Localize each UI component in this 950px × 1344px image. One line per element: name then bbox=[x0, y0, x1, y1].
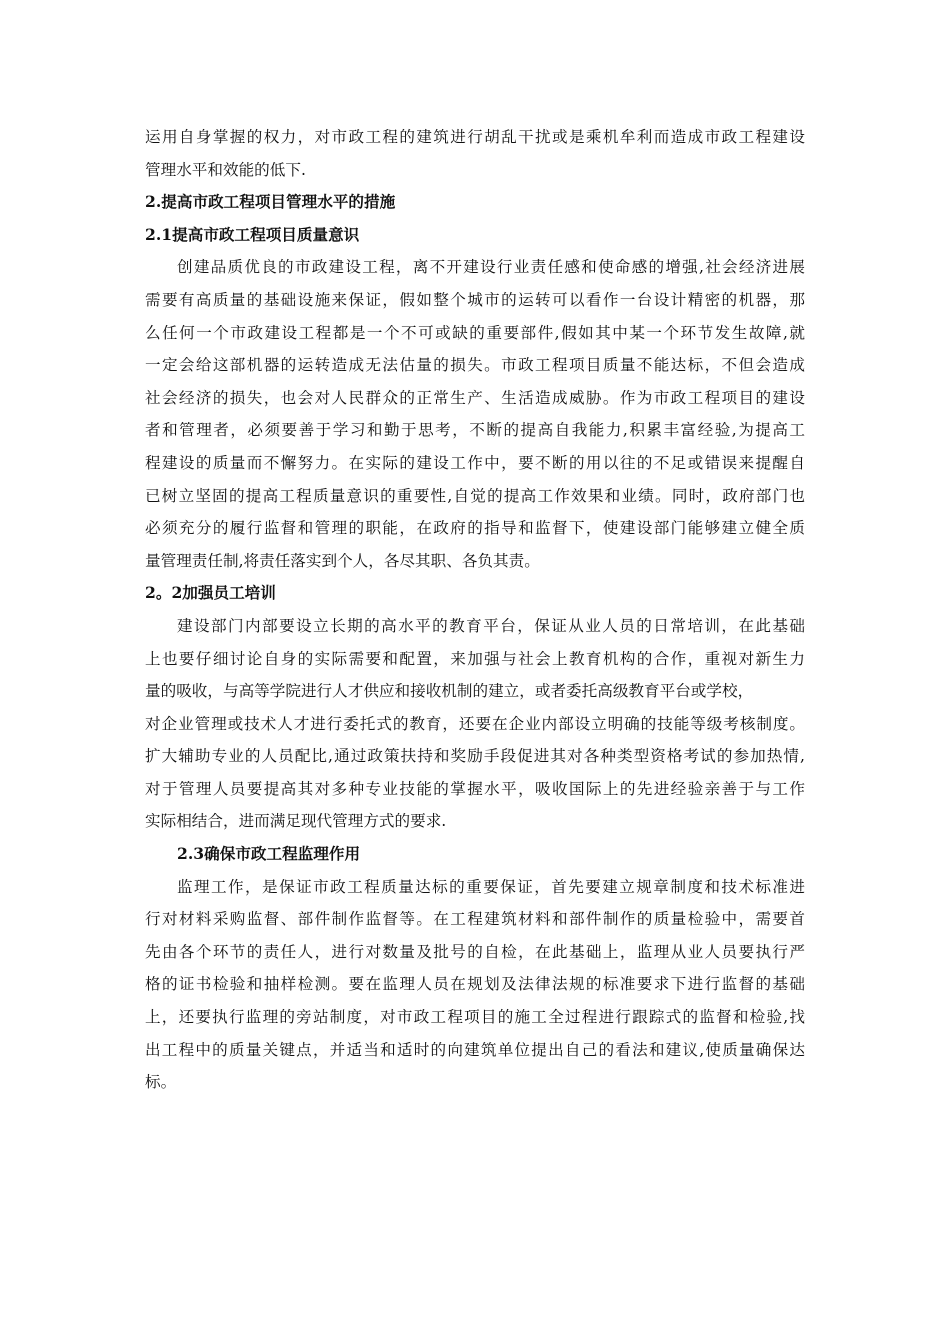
paragraph-line: 么任何一个市政建设工程都是一个不可或缺的重要部件,假如其中某一个环节发生故障,就 bbox=[145, 323, 805, 342]
paragraph-line: 创建品质优良的市政建设工程，离不开建设行业责任感和使命感的增强,社会经济进展 bbox=[177, 258, 805, 277]
paragraph-line: 管理水平和效能的低下. bbox=[145, 160, 306, 179]
section-2-1-paragraph bbox=[145, 251, 805, 577]
paragraph-line: 先由各个环节的责任人，进行对数量及批号的自检，在此基础上，监理从业人员要执行严 bbox=[145, 942, 805, 961]
section-2-3-paragraph bbox=[145, 871, 805, 1099]
paragraph-line: 需要有高质量的基础设施来保证，假如整个城市的运转可以看作一台设计精密的机器，那 bbox=[145, 290, 805, 309]
paragraph-line: 对企业管理或技术人才进行委托式的教育，还要在企业内部设立明确的技能等级考核制度。 bbox=[145, 714, 805, 733]
intro-paragraph bbox=[145, 121, 805, 186]
paragraph-line: 者和管理者，必须要善于学习和勤于思考，不断的提高自我能力,积累丰富经验,为提高工 bbox=[145, 421, 805, 440]
paragraph-line: 监理工作，是保证市政工程质量达标的重要保证，首先要建立规章制度和技术标准进 bbox=[177, 877, 805, 896]
paragraph-line: 量的吸收，与高等学院进行人才供应和接收机制的建立，或者委托高级教育平台或学校， bbox=[145, 682, 754, 701]
paragraph-line: 上也要仔细讨论自身的实际需要和配置，来加强与社会上教育机构的合作，重视对新生力 bbox=[145, 649, 805, 668]
section-heading-2-3: 2.3确保市政工程监理作用 bbox=[177, 844, 361, 864]
paragraph-line: 对于管理人员要提高其对多种专业技能的掌握水平，吸收国际上的先进经验亲善于与工作 bbox=[145, 779, 805, 798]
paragraph-line: 社会经济的损失，也会对人民群众的正常生产、生活造成威胁。作为市政工程项目的建设 bbox=[145, 388, 805, 407]
paragraph-line: 行对材料采购监督、部件制作监督等。在工程建筑材料和部件制作的质量检验中，需要首 bbox=[145, 910, 805, 929]
section-heading-2-2: 2。2加强员工培训 bbox=[145, 583, 276, 603]
paragraph-line: 扩大辅助专业的人员配比,通过政策扶持和奖励手段促进其对各种类型资格考试的参加热情, bbox=[145, 747, 805, 766]
section-heading-2: 2.提高市政工程项目管理水平的措施 bbox=[145, 192, 396, 212]
paragraph-line: 量管理责任制,将责任落实到个人，各尽其职、各负其责。 bbox=[145, 551, 540, 570]
paragraph-line: 一定会给这部机器的运转造成无法估量的损失。市政工程项目质量不能达标，不但会造成 bbox=[145, 356, 805, 375]
paragraph-line: 已树立坚固的提高工程质量意识的重要性,自觉的提高工作效果和业绩。同时，政府部门也 bbox=[145, 486, 805, 505]
paragraph-line: 实际相结合，进而满足现代管理方式的要求. bbox=[145, 812, 447, 831]
paragraph-line: 上，还要执行监理的旁站制度，对市政工程项目的施工全过程进行跟踪式的监督和检验,找 bbox=[145, 1008, 805, 1027]
paragraph-line: 标。 bbox=[145, 1073, 177, 1092]
section-heading-2-1: 2.1提高市政工程项目质量意识 bbox=[145, 224, 360, 244]
paragraph-line: 运用自身掌握的权力，对市政工程的建筑进行胡乱干扰或是乘机牟利而造成市政工程建设 bbox=[145, 128, 805, 146]
paragraph-line: 必须充分的履行监督和管理的职能，在政府的指导和监督下，使建设部门能够建立健全质 bbox=[145, 519, 805, 538]
section-2-2-paragraph bbox=[145, 610, 805, 838]
paragraph-line: 程建设的质量而不懈努力。在实际的建设工作中，要不断的用以往的不足或错误来提醒自 bbox=[145, 453, 805, 472]
paragraph-line: 格的证书检验和抽样检测。要在监理人员在规划及法律法规的标准要求下进行监督的基础 bbox=[145, 975, 805, 994]
paragraph-line: 建设部门内部要设立长期的高水平的教育平台，保证从业人员的日常培训，在此基础 bbox=[177, 616, 805, 635]
document-page bbox=[145, 121, 805, 1099]
paragraph-line: 出工程中的质量关键点，并适当和适时的向建筑单位提出自己的看法和建议,使质量确保达 bbox=[145, 1040, 805, 1059]
